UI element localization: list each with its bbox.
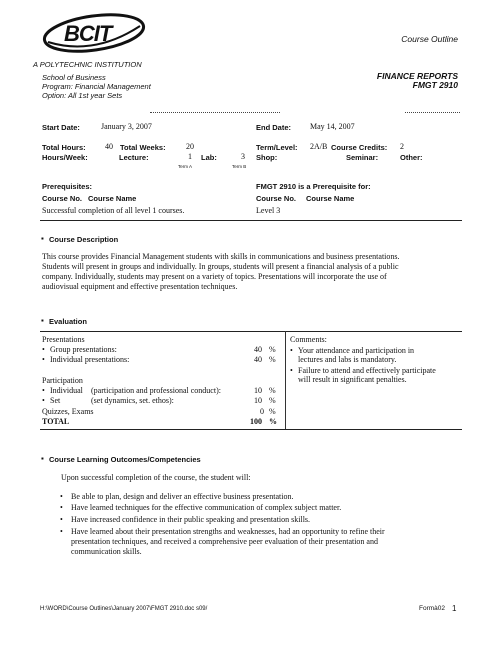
program-name: Program: Financial Management: [42, 82, 151, 91]
credits-label: Course Credits:: [331, 143, 388, 152]
outcome-line: Have increased confidence in their public speaking and presentation skills.: [71, 515, 311, 524]
evaluation-total-label: TOTAL: [42, 417, 70, 426]
evaluation-total-value: 100: [250, 417, 262, 426]
footer-form: Formà02: [419, 605, 446, 612]
description-heading: Course Description: [49, 235, 119, 244]
outcome-bullet: •: [60, 515, 63, 524]
evaluation-item-label: Individual presentations:: [50, 355, 130, 364]
bullet-icon: ▪: [41, 316, 44, 325]
evaluation-top-rule: [40, 331, 462, 332]
header-divider-right: [405, 112, 460, 113]
outcome-bullet: •: [60, 492, 63, 501]
other-label: Other:: [400, 153, 423, 162]
header-divider: [150, 112, 280, 113]
evaluation-item-unit: %: [269, 345, 276, 354]
start-date-label: Start Date:: [42, 123, 80, 132]
evaluation-item-label: Group presentations:: [50, 345, 117, 354]
lab-value: 3: [241, 152, 245, 161]
outcome-line: presentation techniques, and received a comprehensive peer evaluation of their presentation and: [71, 537, 378, 546]
evaluation-item-value: 10: [254, 386, 262, 395]
total-hours-label: Total Hours:: [42, 143, 86, 152]
presentations-label: Presentations: [42, 335, 85, 344]
description-line: This course provides Financial Management students with skills in communications and business presentations.: [42, 252, 400, 261]
evaluation-heading: Evaluation: [49, 317, 87, 326]
prereq-col-course-no: Course No.: [42, 194, 83, 203]
outcome-line: Be able to plan, design and deliver an effective business presentation.: [71, 492, 294, 501]
comments-heading: Comments:: [290, 335, 327, 344]
prereq-for-col-course-name: Course Name: [306, 194, 355, 203]
end-date-value: May 14, 2007: [310, 122, 355, 131]
participation-label: Participation: [42, 376, 83, 385]
lecture-value: 1: [188, 152, 192, 161]
prereq-for-value: Level 3: [256, 206, 281, 215]
comment-line: will result in significant penalties.: [298, 375, 407, 384]
evaluation-total-unit: %: [269, 417, 277, 426]
comment-line: Your attendance and participation in: [298, 346, 415, 355]
description-line: company. Individually, students may present on a variety of topics. Presentations will incorporate the use of: [42, 272, 387, 281]
end-date-label: End Date:: [256, 123, 292, 132]
outcome-bullet: •: [60, 527, 63, 536]
total-weeks-value: 20: [186, 142, 194, 151]
start-date-value: January 3, 2007: [101, 122, 152, 131]
credits-value: 2: [400, 142, 404, 151]
polytechnic-tagline: A POLYTECHNIC INSTITUTION: [33, 60, 142, 69]
lab-label: Lab:: [201, 153, 217, 162]
outcomes-heading: Course Learning Outcomes/Competencies: [49, 455, 201, 464]
evaluation-item-value: 0: [260, 407, 264, 416]
page-number: 1: [452, 604, 457, 613]
evaluation-item-detail: (participation and professional conduct):: [91, 386, 221, 395]
seminar-label: Seminar:: [346, 153, 379, 162]
term-b-note: Term B: [232, 164, 247, 169]
bcit-logo: BCIT: [40, 12, 148, 54]
outcomes-intro: Upon successful completion of the course, the student will:: [61, 473, 251, 482]
evaluation-item-unit: %: [269, 396, 276, 405]
shop-label: Shop:: [256, 153, 278, 162]
hours-week-label: Hours/Week:: [42, 153, 88, 162]
evaluation-item-label: Individual: [50, 386, 83, 395]
outcome-line: Have learned techniques for the effective communication of complex subject matter.: [71, 503, 342, 512]
course-code: FMGT 2910: [412, 80, 458, 90]
total-weeks-label: Total Weeks:: [120, 143, 166, 152]
comment-bullet: •: [290, 366, 293, 375]
evaluation-item-label: Quizzes, Exams: [42, 407, 94, 416]
prereq-value: Successful completion of all level 1 courses.: [42, 206, 185, 215]
outcome-bullet: •: [60, 503, 63, 512]
comment-line: lectures and labs is mandatory.: [298, 355, 397, 364]
bullet-icon: ▪: [41, 234, 44, 243]
prereq-for-col-course-no: Course No.: [256, 194, 297, 203]
comment-line: Failure to attend and effectively participate: [298, 366, 436, 375]
evaluation-item-value: 40: [254, 345, 262, 354]
course-title: FINANCE REPORTS: [376, 71, 458, 81]
prereq-for-heading: FMGT 2910 is a Prerequisite for:: [256, 182, 371, 191]
evaluation-item-value: 40: [254, 355, 262, 364]
school-name: School of Business: [42, 73, 106, 82]
footer-path: H:\WORD\Course Outlines\January 2007\FMGT 2910.doc s09/: [40, 606, 208, 612]
evaluation-item-unit: %: [269, 355, 276, 364]
description-line: audiovisual equipment and effective presentation techniques.: [42, 282, 238, 291]
comment-bullet: •: [290, 346, 293, 355]
prereq-heading: Prerequisites:: [42, 182, 93, 191]
description-line: Students will present in groups and individually. In groups, students will present a financial analysis of a public: [42, 262, 399, 271]
evaluation-item-detail: (set dynamics, set. ethos):: [91, 396, 174, 405]
evaluation-item-label: Set: [50, 396, 61, 405]
lecture-label: Lecture:: [119, 153, 149, 162]
evaluation-item-unit: %: [269, 407, 276, 416]
prereq-divider: [40, 220, 462, 221]
outcome-line: Have learned about their presentation strengths and weaknesses, had an opportunity to refine their: [71, 527, 385, 536]
doc-type: Course Outline: [401, 34, 458, 44]
outcome-line: communication skills.: [71, 547, 142, 556]
term-label: Term/Level:: [256, 143, 298, 152]
prereq-col-course-name: Course Name: [88, 194, 137, 203]
term-value: 2A/B: [310, 142, 328, 151]
evaluation-bottom-rule: [40, 429, 462, 430]
term-a-note: Term A: [178, 164, 193, 169]
evaluation-item-unit: %: [269, 386, 276, 395]
bullet-icon: ▪: [41, 454, 44, 463]
evaluation-item-value: 10: [254, 396, 262, 405]
option-line: Option: All 1st year Sets: [42, 91, 123, 100]
evaluation-column-divider: [285, 331, 286, 429]
total-hours-value: 40: [105, 142, 113, 151]
